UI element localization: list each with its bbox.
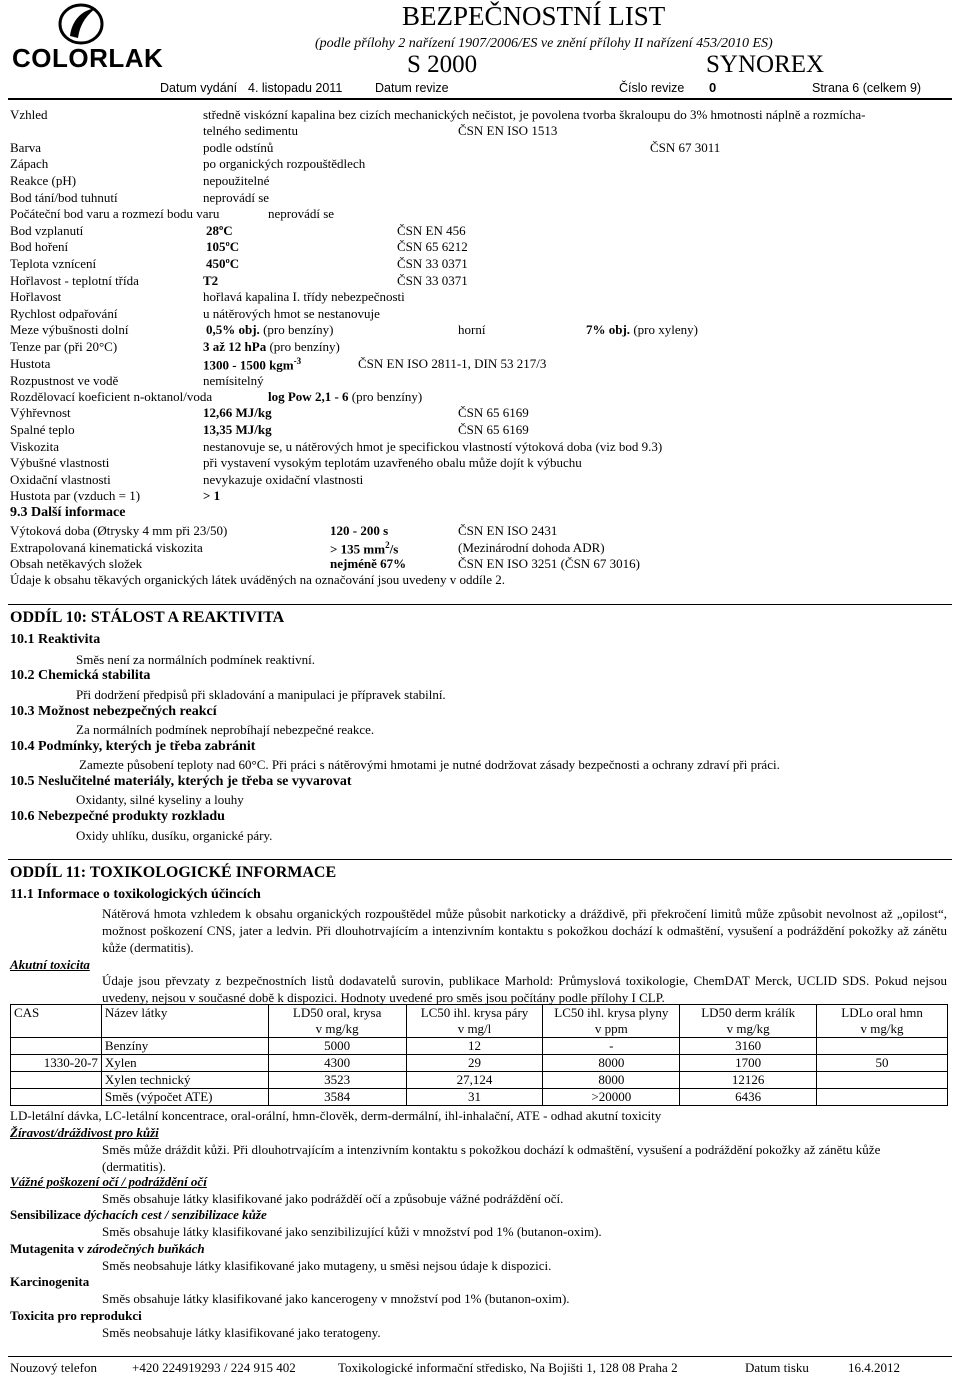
toxicology-intro: Nátěrová hmota vzhledem k obsahu organických rozpouštědel může působit narkoticky a dráždivě, při překročení limitů může způsobit nevolnost až „opilost“, možnost poškození CNS, jater a ledvin. Při dlouhotrvajícím a intenzivním kontaktu s pokožkou dochází k odmaštění, vysušení a podráždění pokožky až zánětu kůže (dermatitis). xyxy=(102,906,947,955)
effect-text: Směs obsahuje látky klasifikované jako podrážděí očí a způsobuje vážné podráždění očí. xyxy=(102,1191,564,1206)
property-value: 3 až 12 hPa (pro benzíny) xyxy=(203,339,340,354)
property-value: > 1 xyxy=(203,488,221,503)
property-value: 450ºC xyxy=(206,256,240,271)
header-divider xyxy=(8,98,952,100)
table-cell: 8000 xyxy=(543,1072,680,1089)
table-cell: 29 xyxy=(406,1055,543,1072)
footer-divider xyxy=(8,1356,952,1357)
emergency-phone-label: Nouzový telefon xyxy=(10,1360,98,1375)
section-divider xyxy=(8,604,952,605)
property-label: Výbušné vlastnosti xyxy=(10,455,110,470)
table-row xyxy=(11,1055,948,1072)
table-cell: Xylen technický xyxy=(101,1072,268,1089)
table-header-row xyxy=(11,1005,948,1038)
property-label: Zápach xyxy=(10,156,49,171)
table-cell: 50 xyxy=(817,1055,948,1072)
property-label: Teplota vznícení xyxy=(10,256,97,271)
table-cell: 3523 xyxy=(268,1072,406,1089)
property-label: Vzhled xyxy=(10,107,48,122)
table-cell: 1330-20-7 xyxy=(11,1055,102,1072)
property-value: u nátěrových hmot se nestanovuje xyxy=(203,306,380,321)
property-label: Rozdělovací koeficient n-oktanol/voda xyxy=(10,389,213,404)
table-cell: 6436 xyxy=(680,1089,817,1106)
table-row xyxy=(11,1038,948,1055)
property-label: Oxidační vlastnosti xyxy=(10,472,111,487)
table-row xyxy=(11,1089,948,1106)
info-label: Výtoková doba (Øtrysky 4 mm při 23/50) xyxy=(10,523,228,538)
property-standard: ČSN 65 6169 xyxy=(458,405,529,420)
column-header: Název látky xyxy=(101,1005,268,1038)
property-value: 1300 - 1500 kgm$^{-3}$ xyxy=(203,356,302,373)
document-subtitle: (podle přílohy 2 nařízení 1907/2006/ES ve znění přílohy II nařízení 453/2010 ES) xyxy=(315,36,773,51)
property-value: neprovádí se xyxy=(268,206,335,221)
info-standard: (Mezinárodní dohoda ADR) xyxy=(458,540,605,555)
property-label: Počáteční bod varu a rozmezí bodu varu xyxy=(10,206,220,221)
effect-text: Směs obsahuje látky klasifikované jako senzibilizující kůži v množství pod 1% (butanon-oxim). xyxy=(102,1224,602,1239)
table-cell xyxy=(817,1089,948,1106)
property-value: nepoužitelné xyxy=(203,173,270,188)
table-cell: >20000 xyxy=(543,1089,680,1106)
subsection-heading: 10.2 Chemická stabilita xyxy=(10,668,151,683)
subsection-text: Při dodržení předpisů při skladování a manipulaci je přípravek stabilní. xyxy=(76,687,446,702)
table-cell: Benzíny xyxy=(101,1038,268,1055)
table-cell: 31 xyxy=(406,1089,543,1106)
info-value: > 135 $mm^2/s$ xyxy=(330,540,399,557)
property-label: Hořlavost - teplotní třída xyxy=(10,273,139,288)
section-heading: ODDÍL 11: TOXIKOLOGICKÉ INFORMACE xyxy=(10,864,337,881)
table-cell: 27,124 xyxy=(406,1072,543,1089)
property-standard: ČSN EN 456 xyxy=(397,223,466,238)
acute-toxicity-heading: Akutní toxicita xyxy=(10,957,90,972)
property-label: Bod hoření xyxy=(10,239,69,254)
subsection-text: Směs není za normálních podmínek reaktivní. xyxy=(76,652,315,667)
property-standard: ČSN 33 0371 xyxy=(397,273,468,288)
column-header: LDLo oral hmn v mg/kg xyxy=(817,1005,948,1038)
print-date-label: Datum tisku xyxy=(745,1360,809,1375)
property-label: Spalné teplo xyxy=(10,422,75,437)
property-value: hořlavá kapalina I. třídy nebezpečnosti xyxy=(203,289,405,304)
effect-text: Směs obsahuje látky klasifikované jako kancerogeny v množství pod 1% (butanon-oxim). xyxy=(102,1291,570,1306)
subsection-heading: 10.3 Možnost nebezpečných reakcí xyxy=(10,704,217,719)
print-date: 16.4.2012 xyxy=(848,1360,900,1375)
table-cell: 1700 xyxy=(680,1055,817,1072)
property-label: Hustota xyxy=(10,356,51,371)
column-header: LD50 derm králík v mg/kg xyxy=(680,1005,817,1038)
issue-date: 4. listopadu 2011 xyxy=(248,81,343,95)
info-label: Obsah netěkavých složek xyxy=(10,556,143,571)
subsection-heading: 10.4 Podmínky, kterých je třeba zabránit xyxy=(10,739,256,754)
issue-date-label: Datum vydání xyxy=(160,81,238,95)
property-label: Rozpustnost ve vodě xyxy=(10,373,119,388)
effect-text: Směs neobsahuje látky klasifikované jako mutageny, u směsi nejsou údaje k dispozici. xyxy=(102,1258,552,1273)
revision-number-label: Číslo revize xyxy=(619,81,685,95)
table-cell xyxy=(817,1072,948,1089)
property-value: log Pow 2,1 - 6 (pro benzíny) xyxy=(268,389,423,404)
table-cell: 12126 xyxy=(680,1072,817,1089)
subsection-heading: 10.5 Neslučitelné materiály, kterých je třeba se vyvarovat xyxy=(10,774,352,789)
table-row xyxy=(11,1072,948,1089)
subsection-heading: 10.6 Nebezpečné produkty rozkladu xyxy=(10,809,225,824)
document-title: BEZPEČNOSTNÍ LIST xyxy=(402,1,666,31)
property-value-cont: telného sedimentu xyxy=(203,123,298,138)
property-label: Rychlost odpařování xyxy=(10,306,118,321)
property-label: Reakce (pH) xyxy=(10,173,77,188)
property-standard: ČSN EN ISO 2811-1, DIN 53 217/3 xyxy=(358,356,547,371)
table-cell xyxy=(817,1038,948,1055)
property-value-upper: 7% obj. (pro xyleny) xyxy=(586,322,698,337)
subsection-text: Oxidanty, silné kyseliny a louhy xyxy=(76,792,244,807)
property-label: Výhřevnost xyxy=(10,405,71,420)
property-value: neprovádí se xyxy=(203,190,270,205)
effect-heading: Vážné poškození očí / podráždění očí xyxy=(10,1174,207,1189)
product-name: SYNOREX xyxy=(706,51,825,78)
table-cell xyxy=(11,1089,102,1106)
effect-text: Směs neobsahuje látky klasifikované jako teratogeny. xyxy=(102,1325,381,1340)
table-cell: 3584 xyxy=(268,1089,406,1106)
property-label: Hustota par (vzduch = 1) xyxy=(10,488,141,503)
column-header: LC50 ihl. krysa páry v mg/l xyxy=(406,1005,543,1038)
toxicology-center: Toxikologické informační středisko, Na Bojišti 1, 128 08 Praha 2 xyxy=(338,1360,678,1375)
property-value: nestanovuje se, u nátěrových hmot je specifickou vlastností výtoková doba (viz bod 9.3) xyxy=(203,439,663,454)
property-value: 0,5% obj. (pro benzíny) xyxy=(206,322,334,337)
effect-heading: Žíravost/dráždivost pro kůži xyxy=(10,1125,159,1140)
effect-heading: Karcinogenita xyxy=(10,1274,90,1289)
property-label: Hořlavost xyxy=(10,289,62,304)
property-value: 12,66 MJ/kg xyxy=(203,405,272,420)
column-header: LC50 ihl. krysa plyny v ppm xyxy=(543,1005,680,1038)
toxicity-table xyxy=(10,1004,948,1106)
subsection-heading: 11.1 Informace o toxikologických účincích xyxy=(10,887,261,902)
property-value: 13,35 MJ/kg xyxy=(203,422,272,437)
property-value: podle odstínů xyxy=(203,140,274,155)
effect-heading: Sensibilizace dýchacích cest / senzibilizace kůže xyxy=(10,1207,267,1222)
revision-date-label: Datum revize xyxy=(375,81,449,95)
subsection-text: Zamezte působení teploty nad 60°C. Při práci s nátěrovými hmotami je nutné dodržovat zásady bezpečnosti a ochrany zdraví při práci. xyxy=(79,757,780,772)
property-label: Bod vzplanutí xyxy=(10,223,84,238)
property-value: 28ºC xyxy=(206,223,233,238)
acute-toxicity-text: Údaje jsou převzaty z bezpečnostních listů dodavatelů surovin, publikace Marhold: Průmyslová toxikologie, ChemDAT Merck, UCLID SDS. Pokud nejsou uvedeny, nejsou v současné době k dispozici. Hodnoty uvedené pro směs jsou počítány podle přílohy I CLP. xyxy=(102,973,947,1005)
property-standard: ČSN 67 3011 xyxy=(650,140,721,155)
effect-heading: Mutagenita v zárodečných buňkách xyxy=(10,1241,205,1256)
subsection-text: Oxidy uhlíku, dusíku, organické páry. xyxy=(76,828,273,843)
property-value: nevykazuje oxidační vlastnosti xyxy=(203,472,364,487)
subsection-heading: 10.1 Reaktivita xyxy=(10,632,101,647)
column-header: CAS xyxy=(11,1005,102,1038)
page-number: Strana 6 (celkem 9) xyxy=(812,81,922,95)
property-label: Tenze par (při 20°C) xyxy=(10,339,118,354)
logo-text: COLORLAK xyxy=(12,43,164,73)
emergency-phone-numbers: +420 224919293 / 224 915 402 xyxy=(132,1360,296,1375)
table-cell: 4300 xyxy=(268,1055,406,1072)
property-standard: ČSN 65 6169 xyxy=(458,422,529,437)
property-value: po organických rozpouštědlech xyxy=(203,156,366,171)
property-label: Meze výbušnosti dolní xyxy=(10,322,129,337)
info-value: 120 - 200 s xyxy=(330,523,389,538)
table-cell: 12 xyxy=(406,1038,543,1055)
product-code: S 2000 xyxy=(407,51,478,78)
table-cell xyxy=(11,1072,102,1089)
effect-heading: Toxicita pro reprodukci xyxy=(10,1308,142,1323)
property-value: T2 xyxy=(203,273,219,288)
table-cell: - xyxy=(543,1038,680,1055)
info-label: Extrapolovaná kinematická viskozita xyxy=(10,540,203,555)
property-label: Viskozita xyxy=(10,439,60,454)
info-standard: ČSN EN ISO 2431 xyxy=(458,523,558,538)
table-cell: 8000 xyxy=(543,1055,680,1072)
property-value: středně viskózní kapalina bez cizích mechanických nečistot, je povolena tvorba škraloupu do 3% hmotnosti náplně a rozmícha- xyxy=(203,107,866,122)
property-value: při vystavení vysokým teplotám uzavřeného obalu může dojít k výbuchu xyxy=(203,455,582,470)
column-header: LD50 oral, krysa v mg/kg xyxy=(268,1005,406,1038)
table-cell xyxy=(11,1038,102,1055)
property-label-upper: horní xyxy=(458,322,486,337)
table-legend: LD-letální dávka, LC-letální koncentrace, oral-orální, hmn-člověk, derm-dermální, ihl-inhalační, ATE - odhad akutní toxicity xyxy=(10,1108,662,1123)
table-cell: Směs (výpočet ATE) xyxy=(101,1089,268,1106)
property-standard: ČSN EN ISO 1513 xyxy=(458,123,558,138)
revision-number: 0 xyxy=(709,80,717,95)
table-cell: 5000 xyxy=(268,1038,406,1055)
colorlak-logo-icon xyxy=(56,2,106,46)
section-divider xyxy=(8,859,952,860)
subsection-text: Za normálních podmínek neprobíhají nebezpečné reakce. xyxy=(76,722,375,737)
property-standard: ČSN 65 6212 xyxy=(397,239,468,254)
subsection-heading: 9.3 Další informace xyxy=(10,505,126,520)
property-standard: ČSN 33 0371 xyxy=(397,256,468,271)
info-value: nejméně 67% xyxy=(330,556,407,571)
voc-note: Údaje k obsahu těkavých organických látek uváděných na označování jsou uvedeny v oddíle 2. xyxy=(10,572,506,587)
property-label: Barva xyxy=(10,140,42,155)
table-cell: Xylen xyxy=(101,1055,268,1072)
property-value: 105ºC xyxy=(206,239,240,254)
property-label: Bod tání/bod tuhnutí xyxy=(10,190,118,205)
info-standard: ČSN EN ISO 3251 (ČSN 67 3016) xyxy=(458,556,641,571)
effect-text: Směs může dráždit kůži. Při dlouhotrvajícím a intenzivním kontaktu s pokožkou dochází k odmaštění, vysušení a podráždění pokožky až zánětu kůže (dermatitis). xyxy=(102,1142,881,1174)
section-heading: ODDÍL 10: STÁLOST A REAKTIVITA xyxy=(10,609,285,626)
property-value: nemísitelný xyxy=(203,373,264,388)
table-cell: 3160 xyxy=(680,1038,817,1055)
